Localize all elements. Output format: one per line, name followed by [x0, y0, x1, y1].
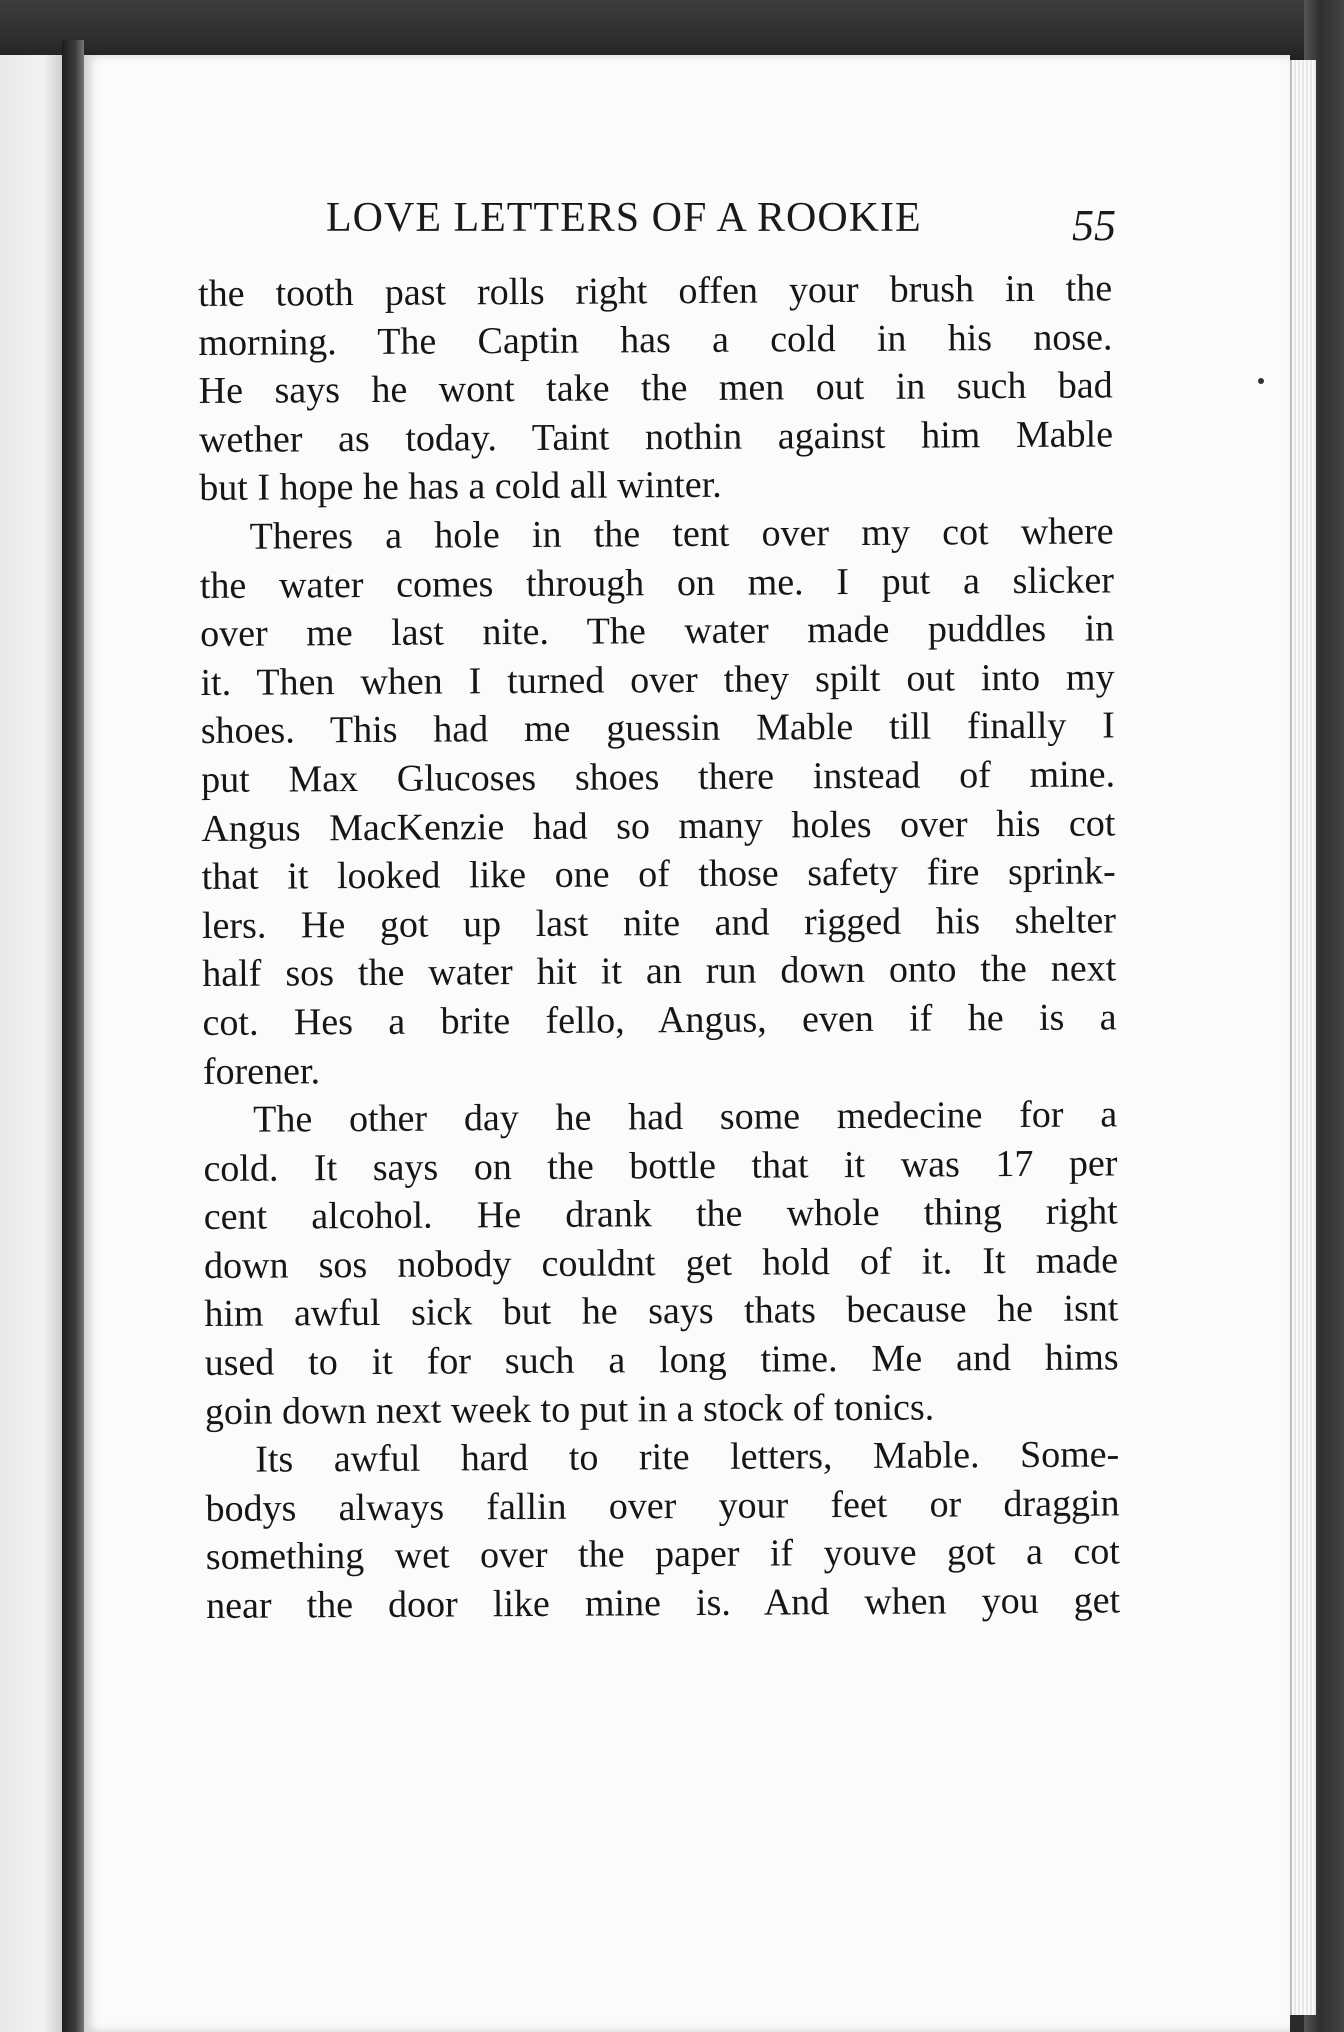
text-line: put Max Glucoses shoes there instead of mine.: [200, 753, 1116, 801]
text-line: Angus MacKenzie had so many holes over his cot: [201, 801, 1116, 850]
text-line: bodys always fallin over your feet or draggin: [205, 1482, 1120, 1530]
paragraph-first-line: Its awful hard to rite letters, Mable. Some-: [255, 1433, 1120, 1481]
text-line: it. Then when I turned over they spilt out into my: [200, 656, 1115, 704]
text-line: that it looked like one of those safety fire sprink-: [201, 850, 1116, 899]
book-gutter: [62, 40, 84, 2032]
text-line: cot. Hes a brite fello, Angus, even if he is a: [202, 996, 1117, 1044]
text-line: cold. It says on the bottle that it was 17 per: [203, 1142, 1118, 1190]
text-line: half sos the water hit it an run down onto the next: [202, 947, 1117, 996]
paragraph-first-line: The other day he had some medecine for a: [253, 1093, 1118, 1141]
text-line: over me last nite. The water made puddles in: [200, 607, 1115, 656]
text-line: He says he wont take the men out in such bad: [198, 364, 1113, 413]
text-line: but I hope he has a cold all winter.: [199, 464, 722, 510]
text-line: down sos nobody couldnt get hold of it. It made: [203, 1239, 1119, 1287]
text-line: the tooth past rolls right offen your brush in the: [198, 267, 1113, 315]
page-number: 55: [1072, 201, 1116, 250]
text-line: him awful sick but he says thats because he isnt: [204, 1287, 1119, 1336]
text-line: something wet over the paper if youve got a cot: [205, 1530, 1120, 1579]
text-line: used to it for such a long time. Me and hims: [204, 1336, 1119, 1385]
text-line: morning. The Captin has a cold in his nose.: [198, 316, 1113, 364]
book-top-edge: [0, 0, 1344, 62]
body-text: [198, 264, 1120, 1630]
text-line: goin down next week to put in a stock of tonics.: [204, 1386, 935, 1433]
text-line: forener.: [202, 1049, 321, 1093]
paragraph-first-line: Theres a hole in the tent over my cot where: [249, 510, 1114, 558]
text-line: lers. He got up last nite and rigged his shelter: [201, 899, 1117, 947]
text-line: shoes. This had me guessin Mable till finally I: [200, 704, 1115, 753]
page-fore-edge: [1290, 60, 1316, 2015]
text-line: cent alcohol. He drank the whole thing right: [203, 1190, 1118, 1239]
text-line: near the door like mine is. And when you get: [206, 1579, 1121, 1628]
facing-page-edge: [0, 55, 62, 2032]
text-line: wether as today. Taint nothin against him Mable: [198, 413, 1114, 461]
running-head-title: LOVE LETTERS OF A ROOKIE: [326, 195, 922, 241]
text-line: the water comes through on me. I put a slicker: [199, 558, 1115, 607]
running-head: [314, 194, 1154, 254]
ink-speck: [1258, 378, 1264, 384]
